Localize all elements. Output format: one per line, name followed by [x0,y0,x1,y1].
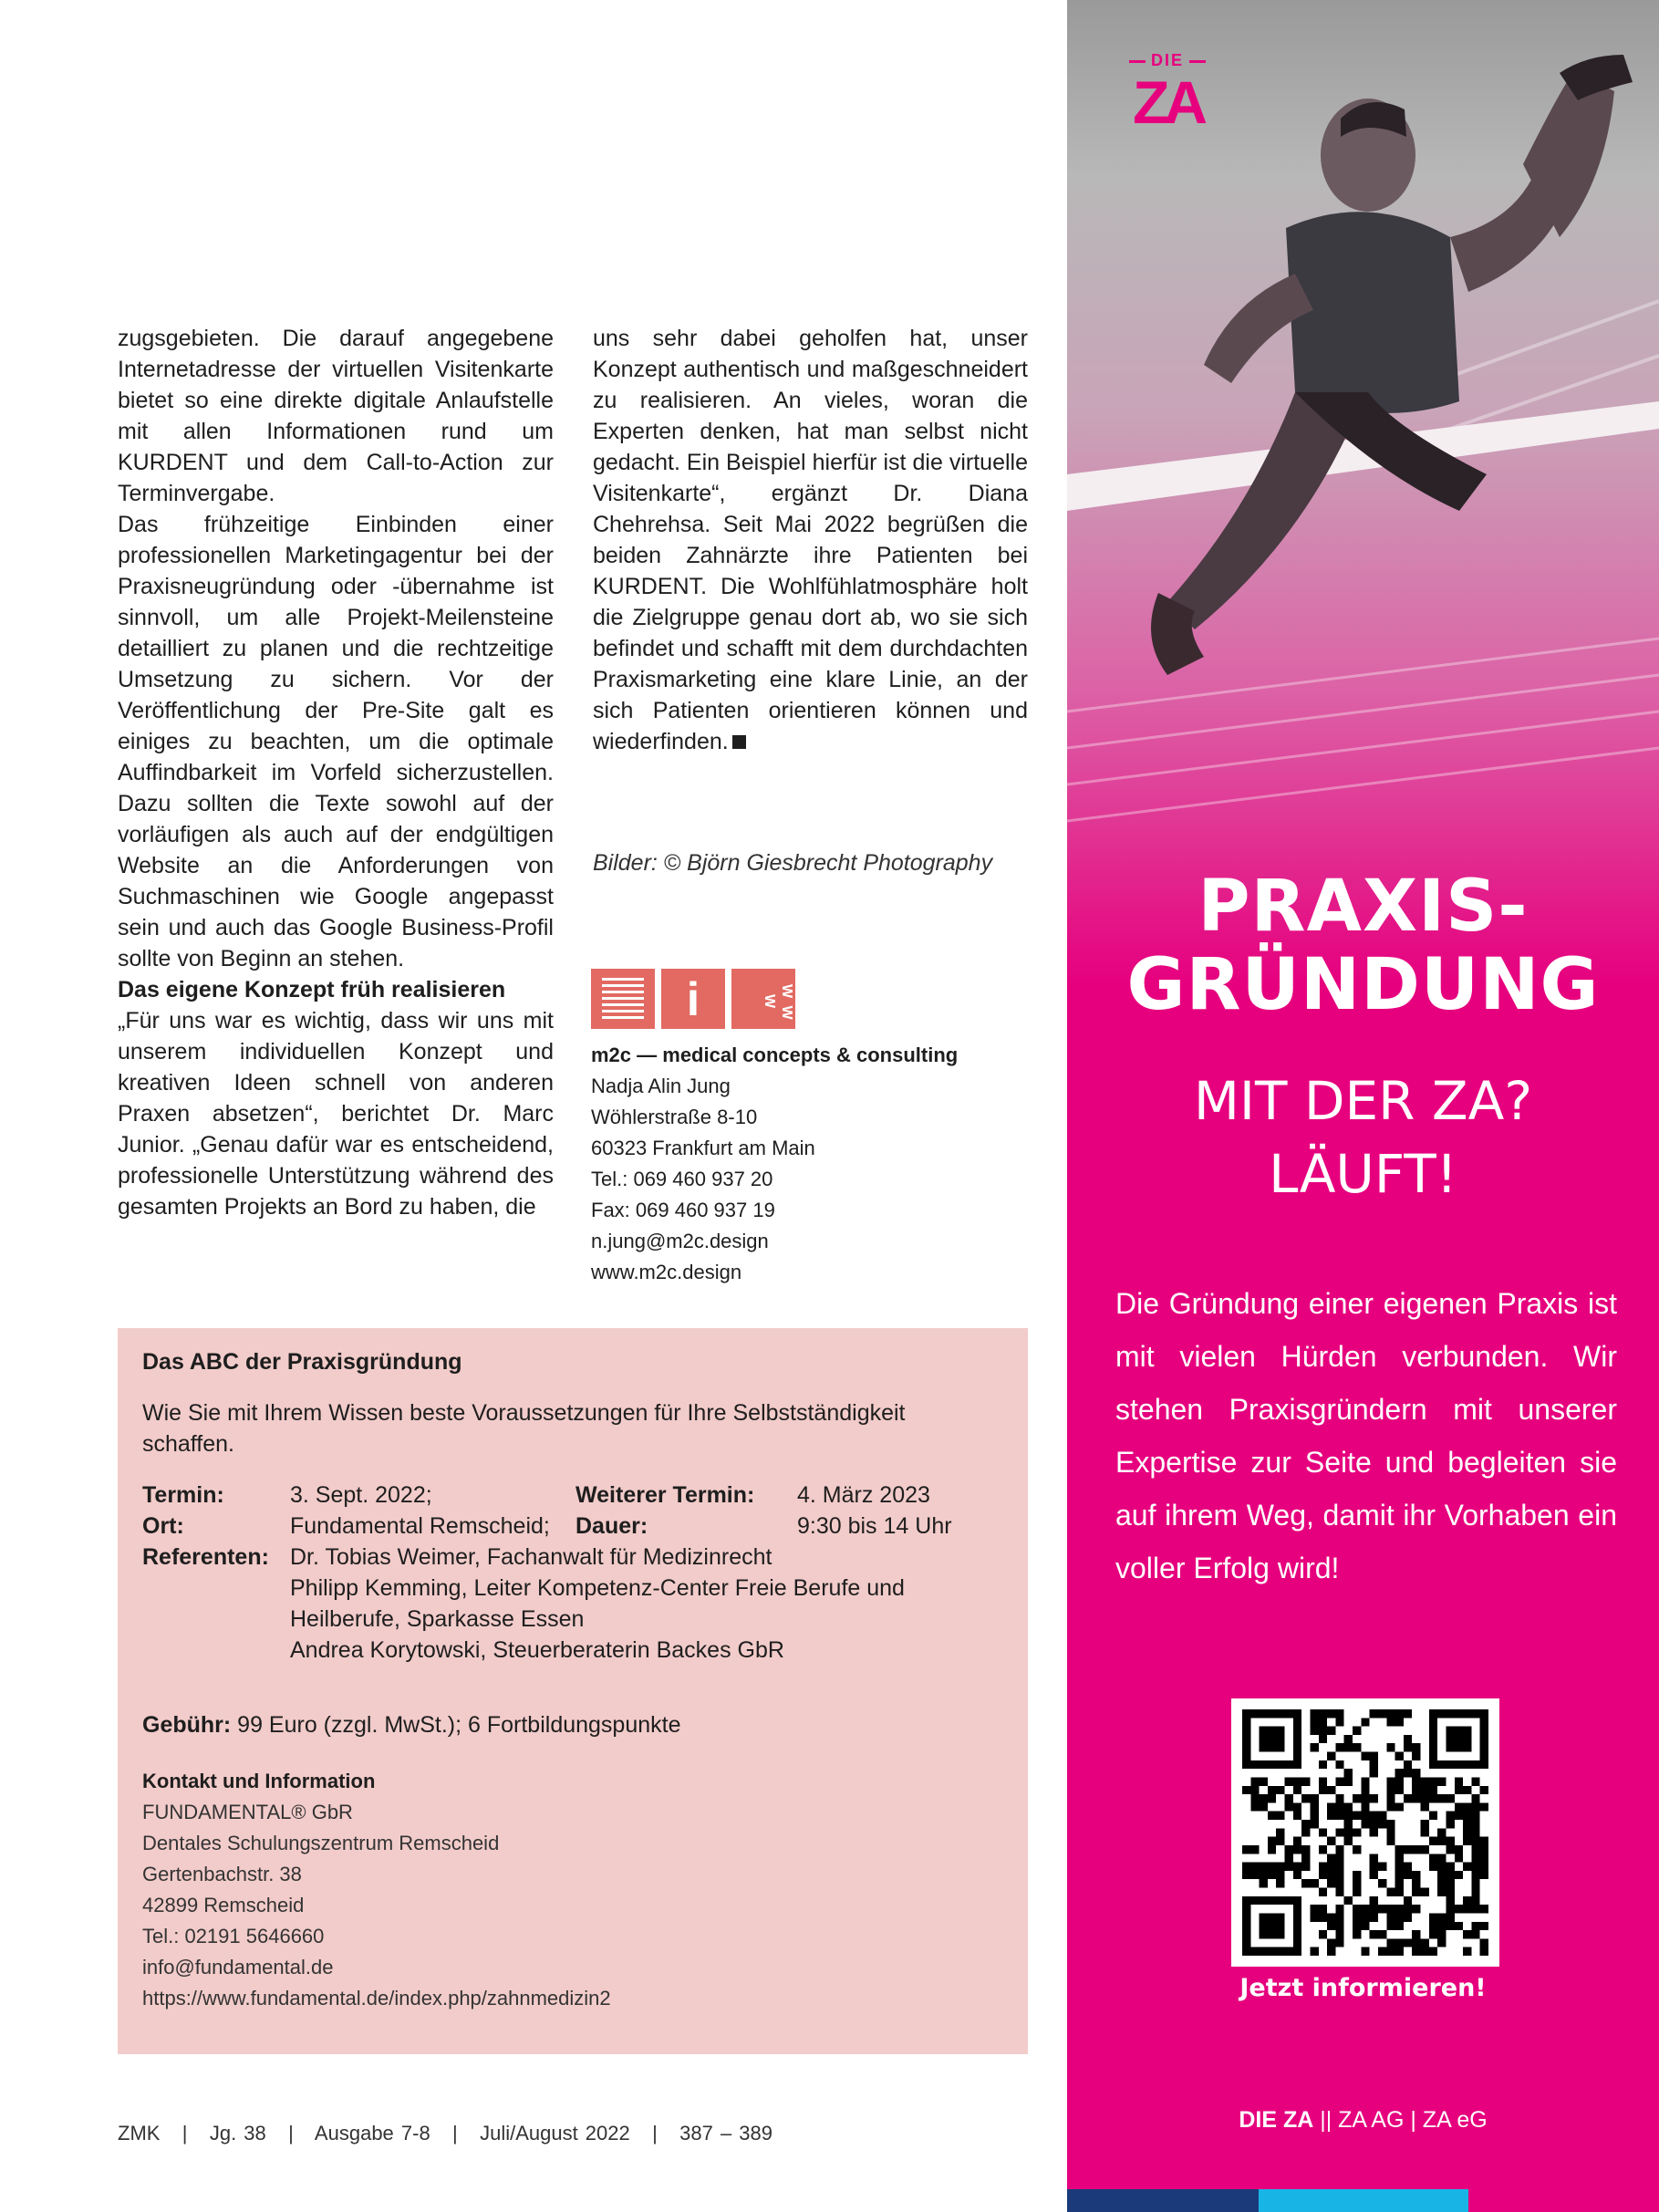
contact-fax: Fax: 069 460 937 19 [591,1199,775,1221]
brand-bold: DIE ZA [1239,2107,1314,2133]
die-za-logo [1117,51,1218,134]
contact-website-link[interactable]: www.m2c.design [591,1261,742,1283]
contact-org-sub: Dentales Schulungszentrum Remscheid [142,1832,500,1854]
contact-city: 60323 Frankfurt am Main [591,1137,815,1159]
fee-line [142,1709,1003,1740]
contact-city: 42899 Remscheid [142,1894,305,1916]
contact-title: Kontakt und Information [142,1770,376,1792]
ad-brand-line [1067,2107,1659,2134]
ad-headline-2: GRÜNDUNG [1126,944,1600,1026]
referent-line: Philipp Kemming, Leiter Kompetenz-Center Freie Berufe und [290,1575,905,1601]
qr-code-icon[interactable] [1231,1698,1499,1967]
brand-rest: || ZA AG | ZA eG [1313,2107,1488,2133]
weiterer-termin-label: Weiterer Termin: [575,1482,755,1508]
termin-label: Termin: [142,1482,224,1508]
termin-value: 3. Sept. 2022; [290,1482,432,1508]
info-tile-icon [661,969,725,1029]
qr-call-to-action[interactable]: Jetzt informieren! [1239,1974,1487,2002]
company-name: m2c — medical concepts & consulting [591,1044,959,1066]
article-text: uns sehr dabei geholfen hat, unser Konzept authentisch und maßgeschneidert zu realisieren. An vieles, woran die Experten denken, hat man selbst nicht gedacht. Ein Beispiel hierfür ist die virtuelle Visitenkarte“, ergänzt Dr. Diana Chehrehsa. Seit Mai 2022 begrüßen die beiden Zahnärzte ihre Patienten bei KURDENT. Die Wohlfühlatmosphäre holt die Zielgruppe genau dort ab, wo sie sich befindet und schafft mit dem durchdachten Praxismarketing eine klare Linie, an der sich Patienten orientieren können und wiederfinden. [593,326,1028,754]
advertisement [1067,0,1659,2212]
ort-value: Fundamental Remscheid; [290,1513,550,1539]
qr-code-pattern[interactable] [1242,1709,1488,1956]
info-box-title: Das ABC der Praxisgründung [142,1349,462,1375]
logo-www-glyph: W W W [762,983,794,1022]
photo-credit: Bilder: © Björn Giesbrecht Photography [593,850,993,876]
article-subheading: Das eigene Konzept früh realisieren [118,977,506,1002]
logo-die-text: DIE [1117,51,1218,70]
stripe-magenta [1468,2189,1659,2212]
fee-value: 99 Euro (zzgl. MwSt.); 6 Fortbildungspunkte [231,1712,681,1738]
info-box-subtitle: Wie Sie mit Ihrem Wissen beste Voraussetzungen für Ihre Selbstständigkeit schaffen. [142,1400,906,1457]
referent-line: Heilberufe, Sparkasse Essen [290,1606,585,1632]
article-column-right [593,323,1028,757]
article-paragraph: „Für uns war es wichtig, dass wir uns mit unserem individuellen Konzept und kreativen Ideen schnell von anderen Praxen absetzen“, berichtet Dr. Marc Junior. „Genau dafür war es entscheidend, professionelle Unterstützung während des gesamten Projekts an Bord zu haben, die [118,1008,554,1220]
contact-street: Gertenbachstr. 38 [142,1863,302,1885]
athlete-illustration [1067,0,1659,985]
dauer-value: 9:30 bis 14 Uhr [797,1513,952,1539]
referent-line: Dr. Tobias Weimer, Fachanwalt für Medizinrecht [290,1544,772,1570]
contact-website-link[interactable]: https://www.fundamental.de/index.php/zahnmedizin2 [142,1987,611,2009]
fee-label: Gebühr: [142,1712,232,1738]
contact-phone: Tel.: 069 460 937 20 [591,1168,773,1190]
contact-person: Nadja Alin Jung [591,1075,731,1097]
stripe-cyan [1259,2189,1468,2212]
m2c-contact-block [591,1040,958,1288]
referenten-label: Referenten: [142,1544,269,1570]
m2c-logo [591,969,795,1029]
ort-label: Ort: [142,1513,184,1539]
logo-za-text: ZA [1133,68,1202,136]
hurdle-athlete-photo [1067,0,1659,985]
dauer-label: Dauer: [575,1513,648,1539]
logo-i-glyph: i [686,973,700,1026]
article-paragraph: Das frühzeitige Einbinden einer professionellen Marketingagentur bei der Praxisneugründung oder -übernahme ist sinnvoll, um alle Projekt-Meilensteine detailliert zu planen und die rechtzeitige Umsetzung zu sichern. Vor der Veröffentlichung der Pre-Site galt es einiges zu beachten, um die optimale Auffindbarkeit im Vorfeld sicherzustellen. Dazu sollten die Texte sowohl auf der vorläufigen als auch auf der endgültigen Website an die Anforderungen von Suchmaschinen wie Google angepasst sein und auch das Google Business-Profil sollte von Beginn an stehen. [118,512,554,971]
event-details [142,1480,1003,1698]
contact-phone: Tel.: 02191 5646660 [142,1925,325,1947]
www-tile-icon [731,969,795,1029]
ad-headline-1: PRAXIS- [1198,866,1529,948]
ad-tagline-1: MIT DER ZA? [1193,1070,1533,1132]
weiterer-termin-value: 4. März 2023 [797,1482,930,1508]
ad-tagline-2: LÄUFT! [1269,1143,1457,1205]
contact-street: Wöhlerstraße 8-10 [591,1106,758,1128]
color-stripes [1067,2189,1659,2212]
contact-org: FUNDAMENTAL® GbR [142,1801,353,1823]
contact-email-link[interactable]: info@fundamental.de [142,1956,334,1978]
end-of-article-icon [732,735,746,749]
lines-tile-icon [591,969,655,1029]
article-paragraph [593,323,1028,757]
article-paragraph: zugsgebieten. Die darauf angegebene Internetadresse der virtuellen Visitenkarte bietet so eine direkte digitale Anlaufstelle mit allen Informationen rund um KURDENT und dem Call-to-Action zur Terminvergabe. [118,326,554,506]
event-info-box [118,1328,1028,2054]
stripe-navy [1067,2189,1259,2212]
article-column-left [118,323,554,1222]
athlete-silhouette [1151,55,1633,675]
contact-email-link[interactable]: n.jung@m2c.design [591,1230,769,1252]
page-footer: ZMK | Jg. 38 | Ausgabe 7-8 | Juli/August 2022 | 387 – 389 [118,2122,773,2144]
referent-line: Andrea Korytowski, Steuerberaterin Backes GbR [290,1637,784,1663]
ad-body-text: Die Gründung einer eigenen Praxis ist mit vielen Hürden verbunden. Wir stehen Praxisgründern mit unserer Expertise zur Seite und begleiten sie auf ihrem Weg, damit ihr Vorhaben ein voller Erfolg wird! [1115,1287,1617,1584]
